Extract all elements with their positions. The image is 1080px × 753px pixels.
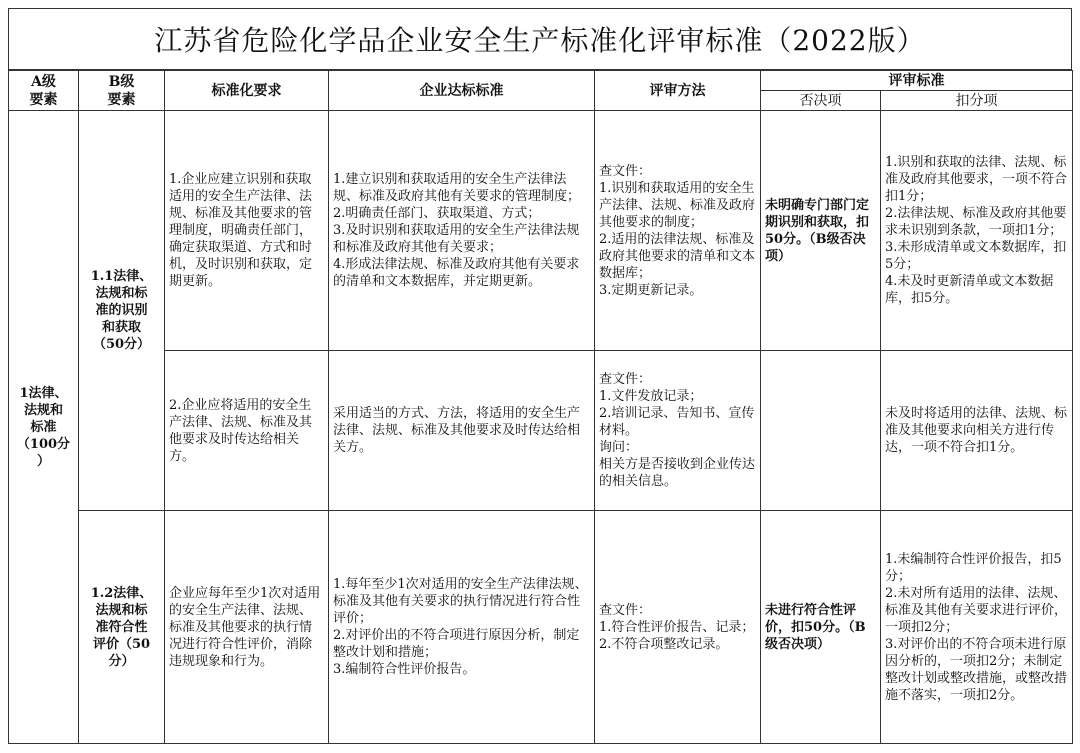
standard-cell xyxy=(329,111,595,351)
header-method: 评审方法 xyxy=(595,71,761,111)
standard-cell xyxy=(329,351,595,511)
header-b-level-text: B级 要素 xyxy=(107,73,136,108)
requirement-text: 1.企业应建立识别和获取适用的安全生产法律、法规、标准及其他要求的管理制度，明确责任部门，确定获取渠道、方式和时机，及时识别和获取，定期更新。 xyxy=(169,172,313,289)
header-standard: 企业达标标准 xyxy=(329,71,595,111)
requirement-cell xyxy=(165,511,329,744)
b-element-cell xyxy=(79,511,165,744)
method-text: 查文件： 1.文件发放记录； 2.培训记录、告知书、宣传材料。 询问： 相关方是否接收到企业传达的相关信息。 xyxy=(599,372,756,489)
veto-text: 未进行符合性评价，扣50分。（B级否决项） xyxy=(765,602,866,652)
deduction-text: 未及时将适用的法律、法规、标准及其他要求向相关方进行传达，一项不符合扣1分。 xyxy=(885,406,1068,455)
a-element-text: 1法律、 法规和 标准 （100分 ） xyxy=(16,385,71,469)
standard-cell xyxy=(329,511,595,744)
requirement-cell xyxy=(165,351,329,511)
method-cell xyxy=(595,511,761,744)
method-text: 查文件： 1.符合性评价报告、记录； 2.不符合项整改记录。 xyxy=(599,602,755,652)
method-text: 查文件： 1.识别和获取适用的安全生产法律、法规、标准及政府其他要求的制度； 2.适用的法律法规、标准及政府其他要求的清单和文本数据库； 3.定期更新记录。 xyxy=(599,163,756,298)
veto-cell xyxy=(761,511,881,744)
deduction-cell xyxy=(881,111,1073,351)
b-element-cell xyxy=(79,111,165,511)
standard-text: 1.建立识别和获取适用的安全生产法律法规、标准及政府其他有关要求的管理制度； 2.明确责任部门、获取渠道、方式； 3.及时识别和获取适用的安全生产法律法规和标准及政府其他有关要求； 4.形成法律法规、标准及政府其他有关要求的清单和文本数据库，并定期更新。 xyxy=(333,172,581,289)
requirement-text: 2.企业应将适用的安全生产法律、法规、标准及其他要求及时传达给相关方。 xyxy=(169,397,313,464)
a-element-cell xyxy=(9,111,79,744)
deduction-text: 1.识别和获取的法律、法规、标准及政府其他要求，一项不符合扣1分； 2.法律法规、标准及政府其他要求未识别到条款，一项扣1分； 3.未形成清单或文本数据库，扣5分； 4.未及时更新清单或文本数据库，扣5分。 xyxy=(885,155,1068,306)
deduction-cell xyxy=(881,511,1073,744)
header-requirement: 标准化要求 xyxy=(165,71,329,111)
header-veto: 否决项 xyxy=(761,91,881,111)
standards-table xyxy=(8,70,1073,744)
b-element-text: 1.1法律、 法规和标 准的识别 和获取 （50分） xyxy=(90,269,153,352)
b-element-text: 1.2法律、 法规和标 准符合性 评价（50 分） xyxy=(90,585,153,669)
page-title: 江苏省危险化学品企业安全生产标准化评审标准（2022版） xyxy=(8,8,1072,70)
veto-cell xyxy=(761,351,881,511)
deduction-cell xyxy=(881,351,1073,511)
header-a-level xyxy=(9,71,79,111)
deduction-text: 1.未编制符合性评价报告，扣5分； 2.未对所有适用的法律、法规、标准及其他有关要求进行评价，一项扣2分； 3.对评价出的不符合项未进行原因分析的，一项扣2分；未制定整改计划或整改措施，或整改措施不落实，一项扣2分。 xyxy=(885,551,1068,703)
header-b-level xyxy=(79,71,165,111)
veto-cell xyxy=(761,111,881,351)
standard-text: 1.每年至少1次对适用的安全生产法律法规、标准及其他有关要求的执行情况进行符合性评价； 2.对评价出的不符合项进行原因分析，制定整改计划和措施； 3.编制符合性评价报告。 xyxy=(333,577,588,677)
method-cell xyxy=(595,351,761,511)
header-deduction: 扣分项 xyxy=(881,91,1073,111)
header-criteria: 评审标准 xyxy=(761,71,1073,91)
header-a-level-text: A级 要素 xyxy=(29,73,58,108)
standard-text: 采用适当的方式、方法，将适用的安全生产法律、法规、标准及其他要求及时传达给相关方。 xyxy=(333,406,581,455)
veto-text: 未明确专门部门定期识别和获取，扣50分。（B级否决项） xyxy=(765,197,870,264)
method-cell xyxy=(595,111,761,351)
requirement-text: 企业应每年至少1次对适用的安全生产法律、法规、标准及其他要求的执行情况进行符合性评价，消除违规现象和行为。 xyxy=(169,585,321,669)
requirement-cell xyxy=(165,111,329,351)
